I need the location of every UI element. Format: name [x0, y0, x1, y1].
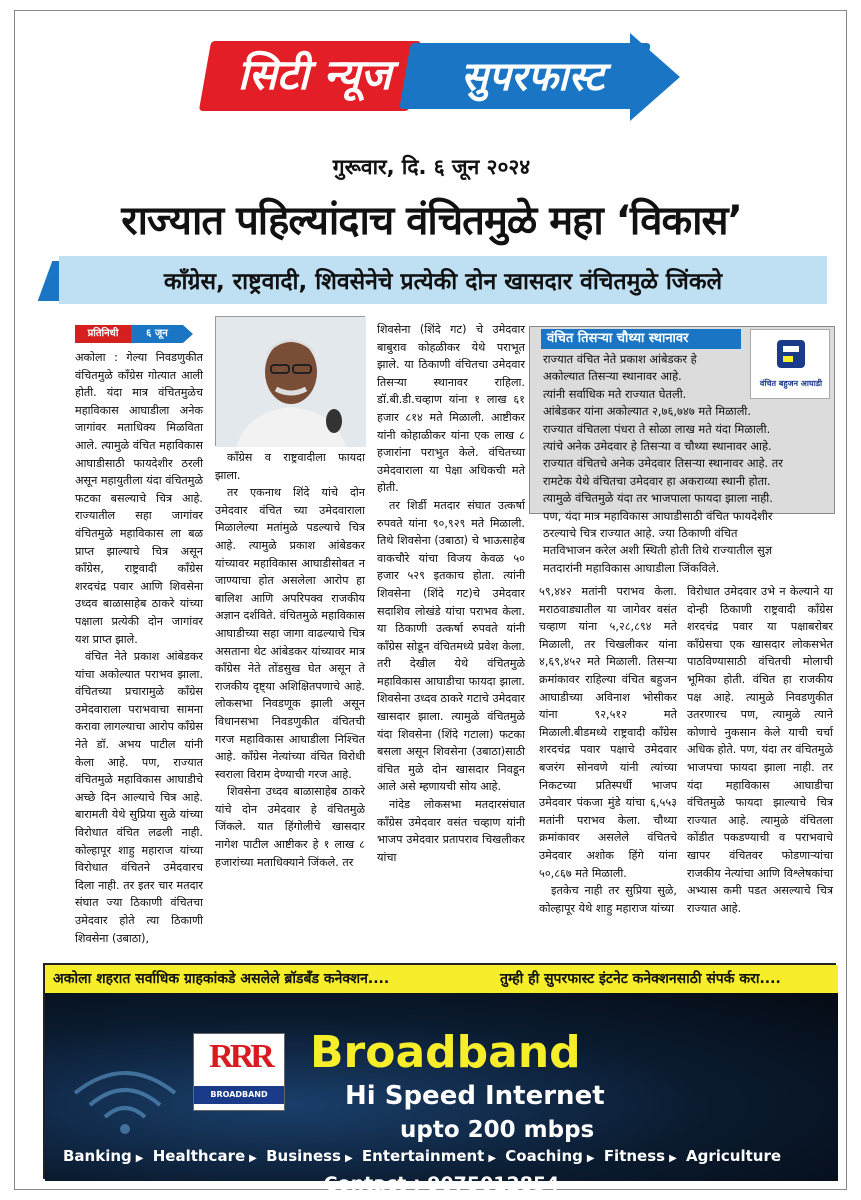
paragraph: इतकेच नाही तर सुप्रिया सुळे, कोल्हापूर येथे शाहु महाराज यांच्या — [539, 884, 677, 915]
ad-subtitle: Hi Speed Internet — [345, 1081, 605, 1111]
dateline: गुरूवार, दि. ६ जून २०२४ — [332, 155, 531, 179]
sidebar-line: अकोल्यात तिसऱ्या स्थानावर आहे. — [543, 369, 682, 384]
newspaper-page — [14, 10, 847, 1195]
ad-category: Banking — [63, 1147, 132, 1165]
paragraph: अकोला : गेल्या निवडणुकीत वंचितमुळे काँग्रेस गोत्यात आली होती. यंदा मात्र वंचितमुळेच महाविकास आघाडीला अनेक जागांवर मताधिक्य मिळविता आले. त्यामुळे वंचित महाविकास आघाडीसाठी फायदेशीर ठरली असून महायुतीला यंदा वंचितमुळे फटका बसल्याचे चित्र आहे. राज्यातील सहा जागांवर वंचितमुळे महाविकास ला बळ प्राप्त झाल्याचे चित्र असून काँग्रेस, राष्ट्रवादी काँग्रेस शरदचंद्र पवार आणि शिवसेना उध्दव बाळासाहेब ठाकरे यांच्या पक्षाला प्रत्येकी दोन जागांवर यश प्राप्त झाले. — [75, 351, 203, 646]
ad-categories — [63, 1147, 823, 1165]
masthead-title-part1: सिटी न्यूज — [237, 50, 392, 99]
ad-title: Broadband — [310, 1027, 581, 1078]
column-1 — [75, 349, 203, 969]
sidebar-line: राज्यात वंचितचे अनेक उमेदवार तिसऱ्या स्थानावर आहे. तर — [543, 456, 783, 471]
ad-speed: upto 200 mbps — [400, 1117, 595, 1143]
sidebar-line: ठरल्याचे चित्र राज्यात आहे. ज्या ठिकाणी वंचित — [543, 526, 738, 541]
ad-banner-left: अकोला शहरात सर्वाधिक ग्राहकांकडे असलेले ब्रॉडबँड कनेक्शन.... — [53, 971, 390, 987]
sidebar-line: त्यांनी सर्वाधिक मते राज्यात घेतली. — [543, 386, 687, 401]
play-arrow-icon: ▶ — [586, 1153, 595, 1164]
masthead — [205, 31, 685, 133]
sidebar-line: मतविभाजन करेल अशी स्थिती होती तिथे राज्यातील सुज्ञ — [543, 543, 773, 558]
sidebar-line: राज्यात वंचित नेते प्रकाश आंबेडकर हे — [543, 352, 697, 366]
subheadline: काँग्रेस, राष्ट्रवादी, शिवसेनेचे प्रत्येकी दोन खासदार वंचितमुळे जिंकले — [163, 269, 723, 295]
ad-category: Agriculture — [686, 1147, 782, 1165]
sidebar-line: आंबेडकर यांना अकोल्यात २,७६,७४७ मते मिळाली. — [543, 404, 751, 419]
ad-category: Coaching — [505, 1147, 583, 1165]
sidebar-line: मतदारांनी महाविकास आघाडीला जिंकविले. — [543, 560, 720, 575]
broadband-logo-mark: RRR — [209, 1038, 271, 1075]
column-5 — [687, 583, 833, 969]
broadband-logo — [193, 1033, 285, 1111]
wifi-icon — [65, 1053, 185, 1143]
paragraph: नांदेड लोकसभा मतदारसंघात काँग्रेस उमेदवार वसंत चव्हाण यांनी भाजप उमेदवार प्रतापराव चिखलीकर यांचा — [377, 798, 525, 864]
play-arrow-icon: ▶ — [344, 1153, 353, 1164]
sidebar-line: राज्यात वंचितला पंधरा ते सोळा लाख मते यंदा मिळाली. — [543, 421, 771, 436]
photo-caption: काँग्रेस व राष्ट्रवादीला फायदा झाला. — [215, 451, 365, 482]
ad-category: Fitness — [603, 1147, 666, 1165]
sidebar-line: त्यामुळे वंचितमुळे यंदा तर भाजपाला फायदा झाला नाही. — [543, 491, 773, 506]
sidebar-line: पण, यंदा मात्र महाविकास आघाडीसाठी वंचित फायदेशीर — [543, 508, 773, 523]
ad-category: Entertainment — [361, 1147, 485, 1165]
paragraph: शिवसेना उध्दव बाळासाहेब ठाकरे यांचे दोन उमेदवार हे वंचितमुळे जिंकले. यात हिंगोलीचे खासदार नागेश पाटील आष्टीकर हे १ लाख ८ हजारांच्या मताधिक्याने जिंकले. तर — [215, 785, 365, 869]
paragraph: वंचित नेते प्रकाश आंबेडकर यांचा अकोल्यात पराभव झाला. वंचितच्या प्रचारामुळे काँग्रेस उमेदवाराला पराभवाचा सामना करावा लागल्याचा आरोप काँग्रेस नेते डॉ. अभय पाटील यांनी केला आहे. पण, राज्यात वंचितमुळे महाविकास आघाडीचे अच्छे दिन आल्याचे चित्र आहे. बारामती येथे सुप्रिया सुळे यांच्या विरोधात वंचित लढली नाही. कोल्हापूर शाहु महाराज यांच्या विरोधात वंचितने उमेदवारच दिला नाही. तर इतर चार मतदार संघात ज्या ठिकाणी वंचितचा उमेदवार होते त्या ठिकाणी शिवसेना (उबाठा), — [75, 650, 203, 945]
party-logo-text: वंचित बहुजन आघाडी — [759, 379, 823, 388]
column-4 — [539, 583, 677, 969]
sidebar-text — [543, 351, 831, 577]
broadband-logo-label: BROADBAND — [194, 1086, 284, 1104]
paragraph: शिवसेना (शिंदे गट) चे उमेदवार बाबुराव कोहळीकर येथे पराभूत झाले. या ठिकाणी वंचितचा उमेदवार तिसऱ्या स्थानावर राहिला. डॉ.बी.डी.चव्हाण यांना १ लाख ६१ हजार ८१४ मते मिळाली. आष्टीकर यांनी कोहाळीकर यांना एक लाख ८ हजारांना पराभुत केले. वंचितच्या उमेदवाराला या पेक्षा अधिकची मते होती. — [377, 323, 525, 495]
byline-label: प्रतिनिधी — [75, 325, 131, 343]
sidebar-line: रामटेक येथे वंचितचा उमेदवार हा अकराव्या स्थानी होता. — [543, 473, 771, 488]
play-arrow-icon: ▶ — [488, 1153, 497, 1164]
paragraph: विरोधात उमेदवार उभे न केल्याने या दोन्ही ठिकाणी राष्ट्रवादी काँग्रेस शरदचंद्र पवार या पक्षाबरोबर काँग्रेसचा एक खासदार लोकसभेत पाठविण्यासाठी वंचितची मोलाची भूमिका होती. वंचित हा राजकीय पक्ष आहे. त्यामुळे निवडणुकीत उतरणारच पण, त्यामुळे त्याने कोणाचे नुकसान केले याची चर्चा अधिक होते. पण, यंदा तर वंचितमुळे भाजपचा फायदा झाला नाही. तर यंदा महाविकास आघाडीचा वंचितमुळे फायदा झाल्याचे चित्र राज्यात आहे. त्यामुळे वंचितला कोंडीत पकडण्याची व पराभवाचे खापर वंचितवर फोडणाऱ्यांचा राजकीय नेत्यांचा आणि विश्लेषकांचा अभ्यास कमी पडत असल्याचे चित्र राज्यात आहे. — [687, 585, 833, 915]
ad-banner-bar — [45, 965, 838, 993]
paragraph: तर शिर्डी मतदार संघात उत्कर्षा रुपवते यांना ९०,९२९ मते मिळाली. तिथे शिवसेना (उबाठा) चे भाऊसाहेब वाकचौरे यांचा विजय केवळ ५० हजार ५२९ इतकाच होता. त्यांनी शिवसेना (शिंदे गट)चे उमेदवार सदाशिव लोखंडे यांचा पराभव केला. या ठिकाणी उत्कर्षा रुपवते यांनी काँग्रेस सोडून वंचितमध्ये प्रवेश केला. तरी देखील येथे वंचितमुळे महाविकास आघाडीचा फायदा झाला. शिवसेना उध्दव ठाकरे गटाचे उमेदवार खासदार झाला. त्यामुळे वंचितमुळे यंदा शिवसेना (शिंदे गटाला) फटका बसला असून शिवसेना (उबाठा)साठी वंचित मुळे दोन खासदार निवडून आले असे म्हणायची सोय आहे. — [377, 498, 525, 794]
broadband-advertisement — [43, 963, 836, 1195]
play-arrow-icon: ▶ — [135, 1153, 144, 1164]
column-3 — [377, 321, 525, 969]
ad-banner-right: तुम्ही ही सुपरफास्ट इंटनेट कनेक्शनसाठी संपर्क करा.... — [500, 971, 781, 987]
column-2 — [215, 449, 365, 969]
paragraph: तर एकनाथ शिंदे यांचे दोन उमेदवार वंचित च्या उमेदवाराला मिळालेल्या मतांमुळे पडल्याचे चित्र आहे. त्यामुळे प्रकाश आंबेडकर यांच्यावर महाविकास आघाडीसोबत न जाण्याचा होत असलेला आरोप हा बालिश आणि अपरिपक्व राजकीय अज्ञान दर्शविते. वंचितमुळे महाविकास आघाडीच्या सहा जागा वाढल्याचे चित्र असताना थेट आंबेडकर यांच्यावर मात्र काँग्रेस नेते तोंडसुख घेत असून ते राजकीय दृष्ट्या अशिक्षितपणाचे आहे. लोकसभा निवडणूक झाली असून विधानसभा निवडणुकीत वंचितची गरज महाविकास आघाडीला निश्चित आहे. काँग्रेस नेत्यांच्या वंचित विरोधी स्वराला विराम देण्याची गरज आहे. — [215, 486, 365, 781]
sidebar-line: त्यांचे अनेक उमेदवार हे तिसऱ्या व चौथ्या स्थानावर आहे. — [543, 439, 772, 454]
headline: राज्यात पहिल्यांदाच वंचितमुळे महा ‘विकास’ — [121, 198, 742, 244]
masthead-title-part2: सुपरफास्ट — [460, 54, 605, 100]
ad-category: Healthcare — [152, 1147, 246, 1165]
paragraph: ५९,४४२ मतांनी पराभव केला. मराठवाड्यातील या जागेवर वसंत चव्हाण यांना ५,२८,८९४ मते मिळाली, तर चिखलीकर यांना ४,६९,४५२ मते मिळाली. तिसऱ्या क्रमांकावर राहिल्या वंचित बहुजन आघाडीच्या अविनाश भोसीकर यांना ९२,५१२ मते मिळाली.बीडमध्ये राष्ट्रवादी काँग्रेस शरदचंद्र पवार पक्षाचे उमेदवार बजरंग सोनवणे यांनी त्यांच्या निकटच्या प्रतिस्पर्धी भाजप उमेदवार पंकजा मुंडे यांचा ६,५५३ मतांनी पराभव केला. चौथ्या क्रमांकावर असलेले वंचितचे उमेदवार अशोक हिंगे यांना ५०,८६७ मते मिळाली. — [539, 585, 677, 880]
byline-date: ६ जून — [131, 325, 183, 343]
ad-category: Business — [266, 1147, 341, 1165]
byline — [75, 323, 195, 347]
person-photo — [215, 316, 365, 446]
play-arrow-icon: ▶ — [249, 1153, 257, 1164]
sidebar-title: वंचित तिसऱ्या चौथ्या स्थानावर — [541, 329, 741, 349]
ad-contact: Contact : 9075012854 — [323, 1173, 560, 1195]
play-arrow-icon: ▶ — [669, 1153, 677, 1164]
